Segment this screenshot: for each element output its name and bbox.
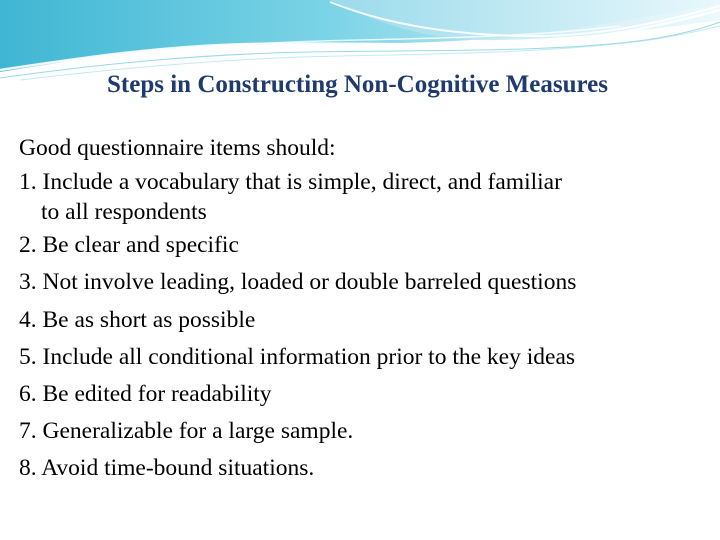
list-item-6: 6. Be edited for readability <box>19 381 272 408</box>
body-content <box>19 130 709 488</box>
list-item-1 <box>19 167 709 227</box>
list-item-2: 2. Be clear and specific <box>19 232 239 259</box>
list-item-8: 8. Avoid time-bound situations. <box>19 455 315 482</box>
list-item-continuation: to all respondents <box>41 199 207 226</box>
list-item-3: 3. Not involve leading, loaded or double barreled questions <box>19 269 577 296</box>
list-item-5: 5. Include all conditional information prior to the key ideas <box>19 343 576 370</box>
list-item-text: 1. Include a vocabulary that is simple, direct, and familiar <box>19 169 562 196</box>
slide-title: Steps in Constructing Non-Cognitive Measures <box>107 71 608 98</box>
intro-line: Good questionnaire items should: <box>19 135 336 161</box>
list-item-7: 7. Generalizable for a large sample. <box>19 418 354 445</box>
list-item-4: 4. Be as short as possible <box>19 306 256 333</box>
